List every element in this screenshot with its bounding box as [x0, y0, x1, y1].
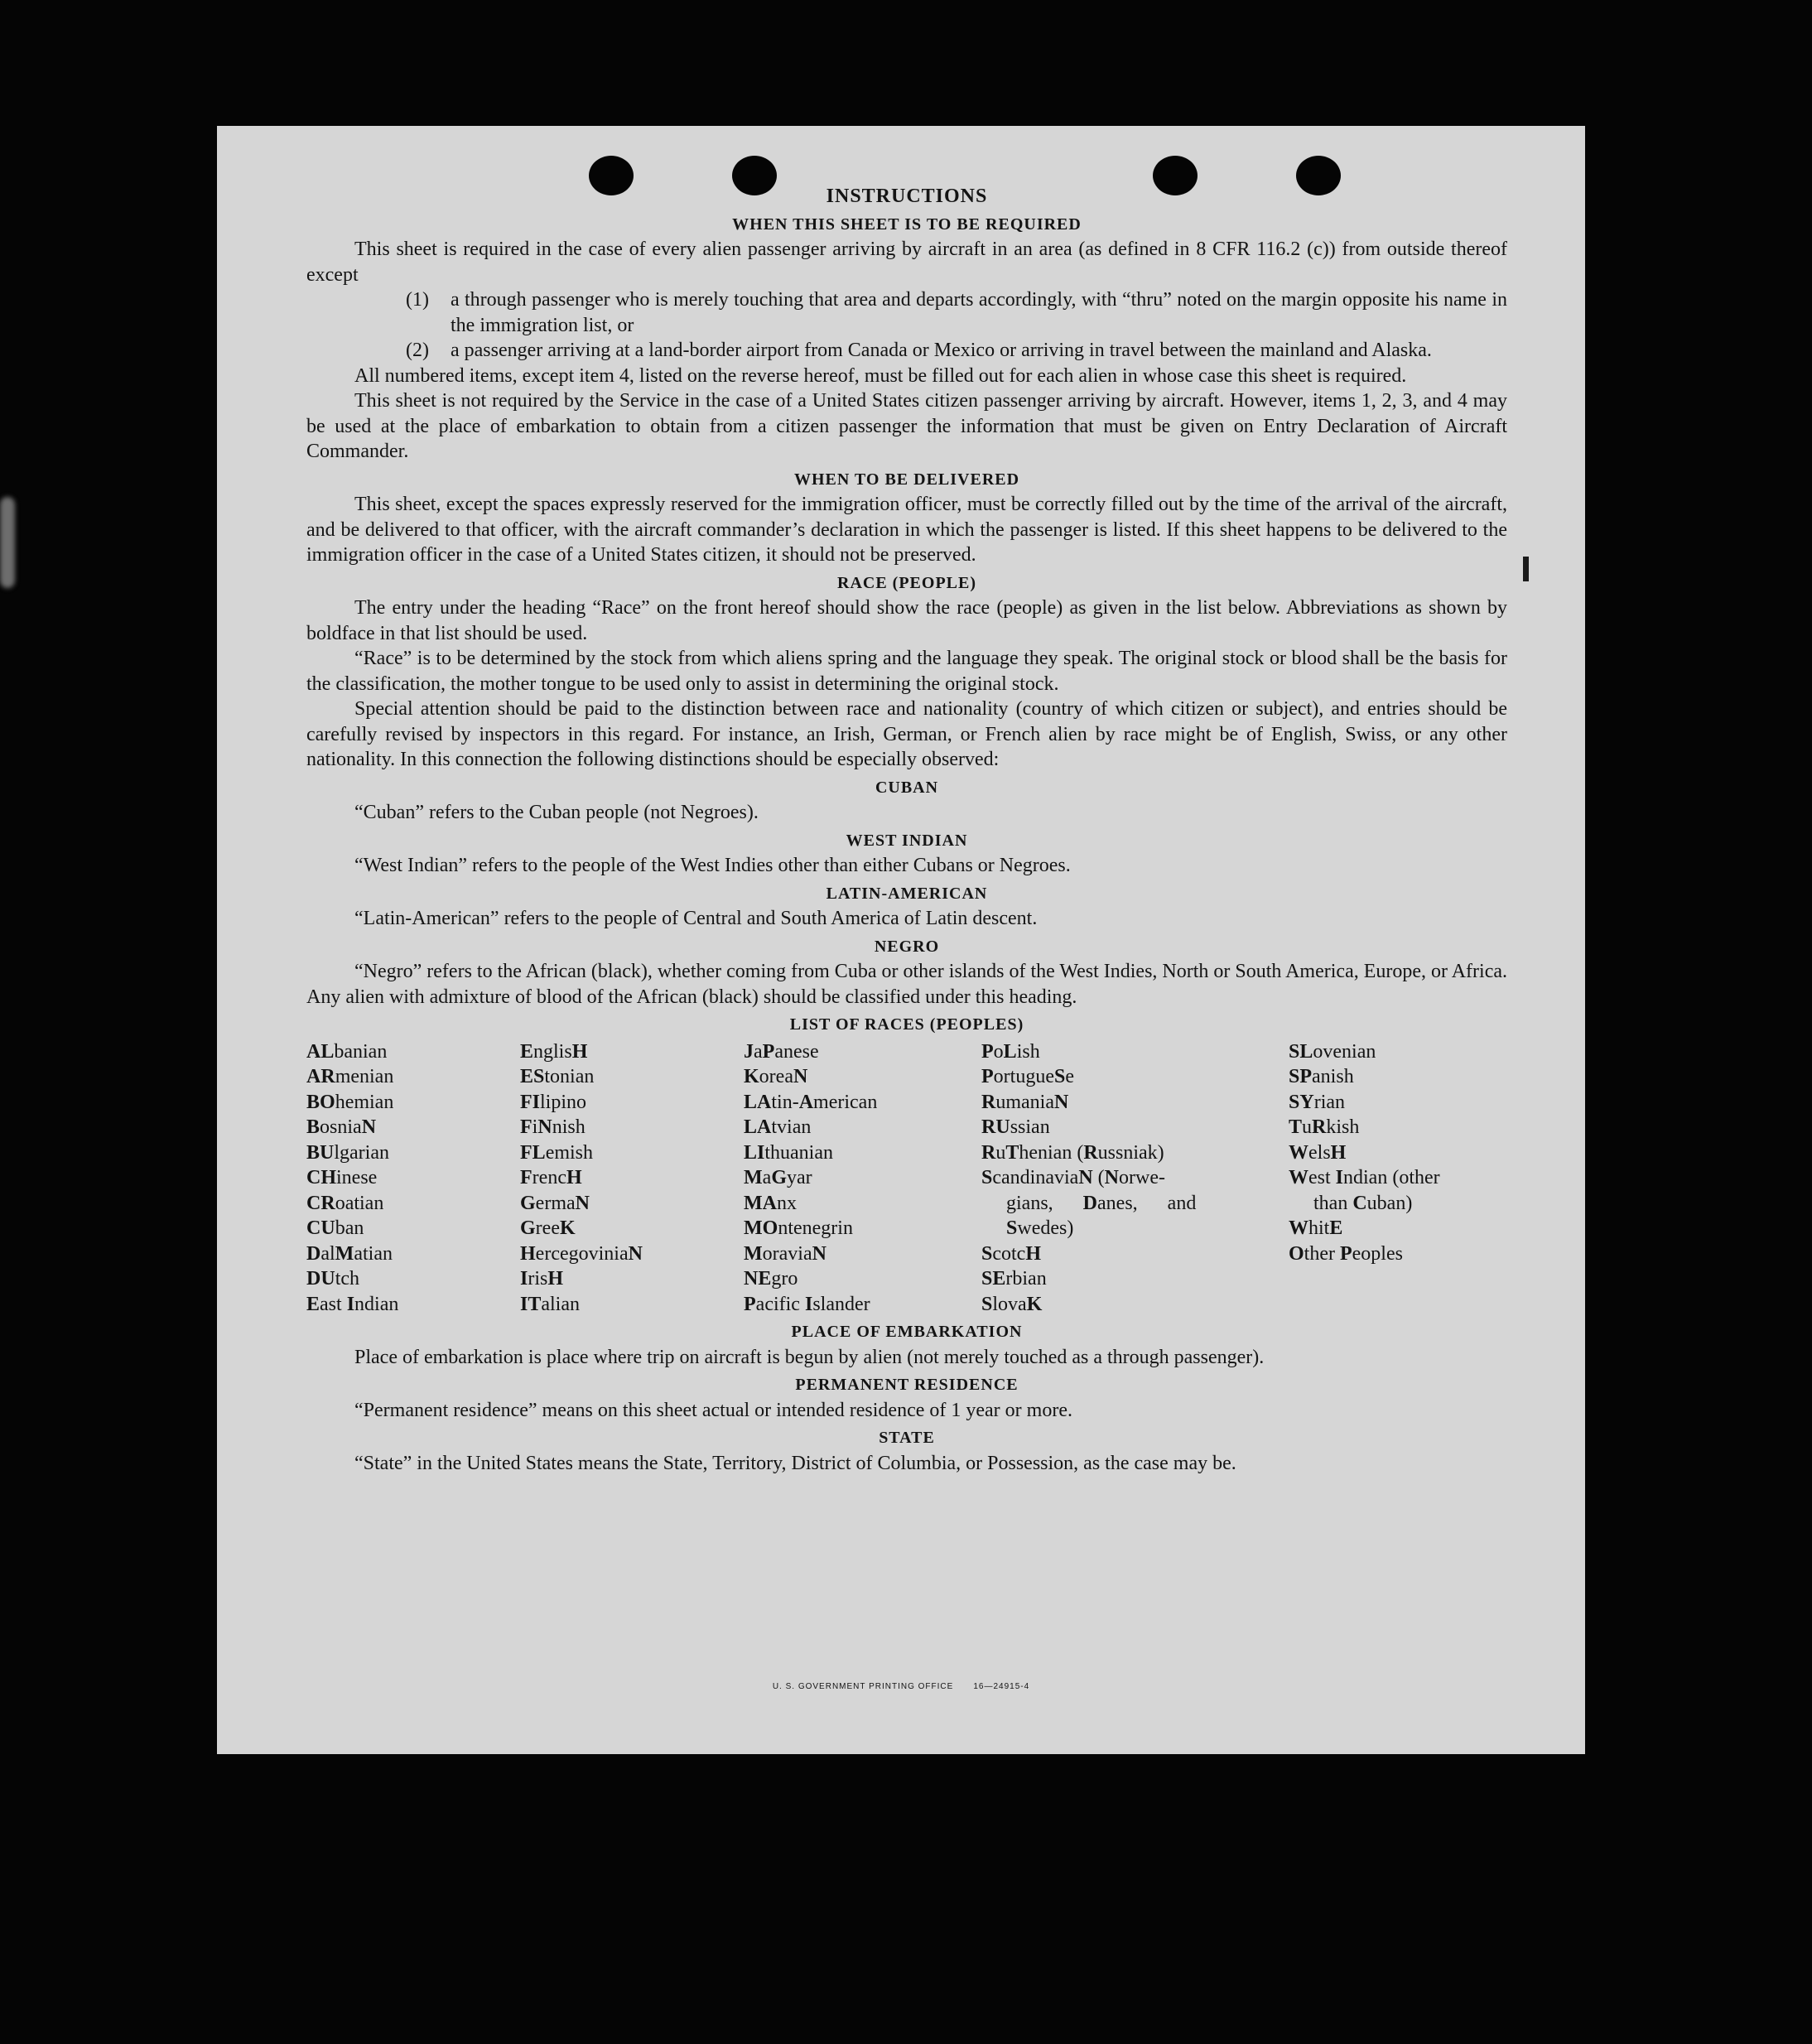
race-entry: FrencH [520, 1167, 582, 1188]
race-entry: JaPanese [744, 1040, 819, 1063]
race-entry: BOhemian [306, 1091, 394, 1113]
race-entry: MAnx [744, 1192, 797, 1214]
section-title: CUBAN [875, 778, 939, 797]
section-title: NEGRO [874, 937, 940, 956]
paragraph: This sheet is not required by the Service in the case of a United States citizen passenger arriving by aircraft. However, items 1, 2, 3, and 4 may be used at the place of embarkation to obtain from a citizen passenger the information that must be given on Entry Declaration of Aircraft Commander. [306, 390, 1507, 462]
race-entry: HercegoviniaN [520, 1242, 643, 1265]
race-entry: EnglisH [520, 1040, 588, 1063]
film-smudge [0, 497, 15, 588]
section-title: WHEN THIS SHEET IS TO BE REQUIRED [732, 215, 1082, 234]
race-entry: WelsH [1289, 1141, 1347, 1164]
race-entry: RumaniaN [981, 1091, 1069, 1113]
race-entry: LIthuanian [744, 1141, 833, 1164]
race-entry: SYrian [1289, 1091, 1346, 1113]
race-entry: GreeK [520, 1217, 576, 1239]
race-entry: PortugueSe [981, 1066, 1074, 1087]
instruction-sheet [217, 126, 1585, 1754]
race-entry-continued: Swedes) [1006, 1217, 1074, 1239]
race-entry: Other Peoples [1289, 1242, 1403, 1265]
race-entry: DalMatian [306, 1242, 393, 1265]
item-text: a through passenger who is merely touching that area and departs accordingly, with “thru” noted on the margin opposite his name in the immigration list, or [451, 289, 1507, 336]
section-title: LATIN-AMERICAN [826, 884, 988, 903]
edge-mark [1523, 557, 1529, 581]
paragraph: Special attention should be paid to the distinction between race and nationality (country of which citizen or subject), and entries should be carefully revised by inspectors in this regard. For instance, an Irish, German, or French alien by race might be of English, Swiss, or any other nationality. In this connection the following distinctions should be especially observed: [306, 698, 1507, 770]
race-entry: SlovaK [981, 1293, 1043, 1315]
race-entry: BosniaN [306, 1116, 377, 1138]
race-entry: FLemish [520, 1141, 594, 1164]
race-entry-continued: than Cuban) [1313, 1192, 1413, 1214]
race-entry: TuRkish [1289, 1116, 1360, 1138]
race-entry: ScandinaviaN (Norwe- [981, 1167, 1165, 1188]
race-entry: ITalian [520, 1293, 580, 1315]
race-column [981, 1039, 1236, 1318]
race-column [1289, 1039, 1507, 1318]
race-entry: East Indian [306, 1293, 399, 1315]
race-entry: KoreaN [744, 1066, 808, 1087]
paragraph: Place of embarkation is place where trip on aircraft is begun by alien (not merely touched as a through passenger). [354, 1346, 1265, 1368]
race-entry: CUban [306, 1217, 364, 1239]
race-entry: LAtin-American [744, 1091, 878, 1113]
section-title: WEST INDIAN [846, 831, 968, 850]
race-entry: GermaN [520, 1192, 590, 1214]
paragraph: “West Indian” refers to the people of the West Indies other than either Cubans or Negroes. [354, 855, 1071, 876]
race-entry: NEgro [744, 1268, 798, 1290]
section-title: LIST OF RACES (PEOPLES) [789, 1015, 1024, 1034]
numbered-item [306, 338, 1507, 364]
race-column [306, 1039, 520, 1318]
item-text: a passenger arriving at a land-border airport from Canada or Mexico or arriving in travel between the mainland and Alaska. [451, 340, 1432, 361]
section-title: PERMANENT RESIDENCE [795, 1376, 1019, 1394]
race-entry: West Indian (other [1289, 1167, 1440, 1188]
race-entry: ARmenian [306, 1066, 394, 1087]
page-title: INSTRUCTIONS [826, 186, 988, 207]
printer-imprint [217, 1682, 1585, 1691]
race-entry: ScotcH [981, 1242, 1042, 1265]
section-title: WHEN TO BE DELIVERED [793, 470, 1020, 489]
race-entry: DUtch [306, 1268, 360, 1290]
race-entry: PoLish [981, 1040, 1040, 1063]
instructions-body [306, 184, 1507, 1476]
section-title: RACE (PEOPLE) [837, 573, 976, 592]
paragraph: “Negro” refers to the African (black), whether coming from Cuba or other islands of the West Indies, North or South America, Europe, or Africa. Any alien with admixture of blood of the African (black) should be classified under this heading. [306, 961, 1507, 1008]
race-entry: EStonian [520, 1066, 595, 1087]
section-title: STATE [879, 1429, 935, 1447]
section-title: PLACE OF EMBARKATION [791, 1323, 1023, 1341]
paragraph: “Cuban” refers to the Cuban people (not Negroes). [354, 802, 759, 823]
race-entry: MoraviaN [744, 1242, 826, 1265]
race-entry: ALbanian [306, 1040, 388, 1063]
race-entry: BUlgarian [306, 1141, 389, 1164]
race-entry-continued: gians, Danes, and [1006, 1192, 1197, 1214]
race-entry: SPanish [1289, 1066, 1354, 1087]
item-number: (2) [406, 340, 429, 361]
race-entry: IrisH [520, 1268, 564, 1290]
race-entry: MaGyar [744, 1167, 812, 1188]
race-column [744, 1039, 981, 1318]
paragraph: The entry under the heading “Race” on the front hereof should show the race (people) as given in the list below. Abbreviations as shown by boldface in that list should be used. [306, 597, 1507, 644]
paragraph: “Race” is to be determined by the stock from which aliens spring and the language they speak. The original stock or blood shall be the basis for the classification, the mother tongue to be used only to assist in determining the original stock. [306, 648, 1507, 695]
paragraph: All numbered items, except item 4, listed on the reverse hereof, must be filled out for each alien in whose case this sheet is required. [354, 364, 1407, 387]
race-entry: RUssian [981, 1116, 1050, 1138]
race-entry: SErbian [981, 1268, 1047, 1290]
race-entry: FiNnish [520, 1116, 586, 1138]
race-column [520, 1039, 744, 1318]
numbered-item [306, 287, 1507, 338]
race-entry: LAtvian [744, 1116, 812, 1138]
race-entry: SLovenian [1289, 1040, 1376, 1063]
paragraph: “State” in the United States means the State, Territory, District of Columbia, or Possession, as the case may be. [354, 1452, 1236, 1474]
item-number: (1) [406, 289, 429, 311]
paragraph: “Permanent residence” means on this sheet actual or intended residence of 1 year or more. [354, 1399, 1072, 1421]
race-entry: CRoatian [306, 1192, 384, 1214]
paragraph: This sheet, except the spaces expressly reserved for the immigration officer, must be correctly filled out by the time of the arrival of the aircraft, and be delivered to that officer, with the aircraft commander’s declaration in which the passenger is listed. If this sheet happens to be delivered to the immigration officer in the case of a United States citizen, it should not be preserved. [306, 494, 1507, 566]
race-entry: Pacific Islander [744, 1293, 870, 1315]
paragraph: This sheet is required in the case of every alien passenger arriving by aircraft in an area (as defined in 8 CFR 116.2 (c)) from outside thereof except [306, 239, 1507, 286]
race-entry: RuThenian (Russniak) [981, 1141, 1164, 1164]
form-number: 16—24915-4 [973, 1682, 1030, 1691]
race-entry: MOntenegrin [744, 1217, 853, 1239]
paragraph: “Latin-American” refers to the people of Central and South America of Latin descent. [354, 908, 1038, 929]
printer-name: U. S. GOVERNMENT PRINTING OFFICE [772, 1682, 954, 1691]
race-list [306, 1039, 1507, 1318]
race-entry: FIlipino [520, 1091, 587, 1113]
race-entry: CHinese [306, 1167, 378, 1188]
race-entry: WhitE [1289, 1217, 1343, 1239]
